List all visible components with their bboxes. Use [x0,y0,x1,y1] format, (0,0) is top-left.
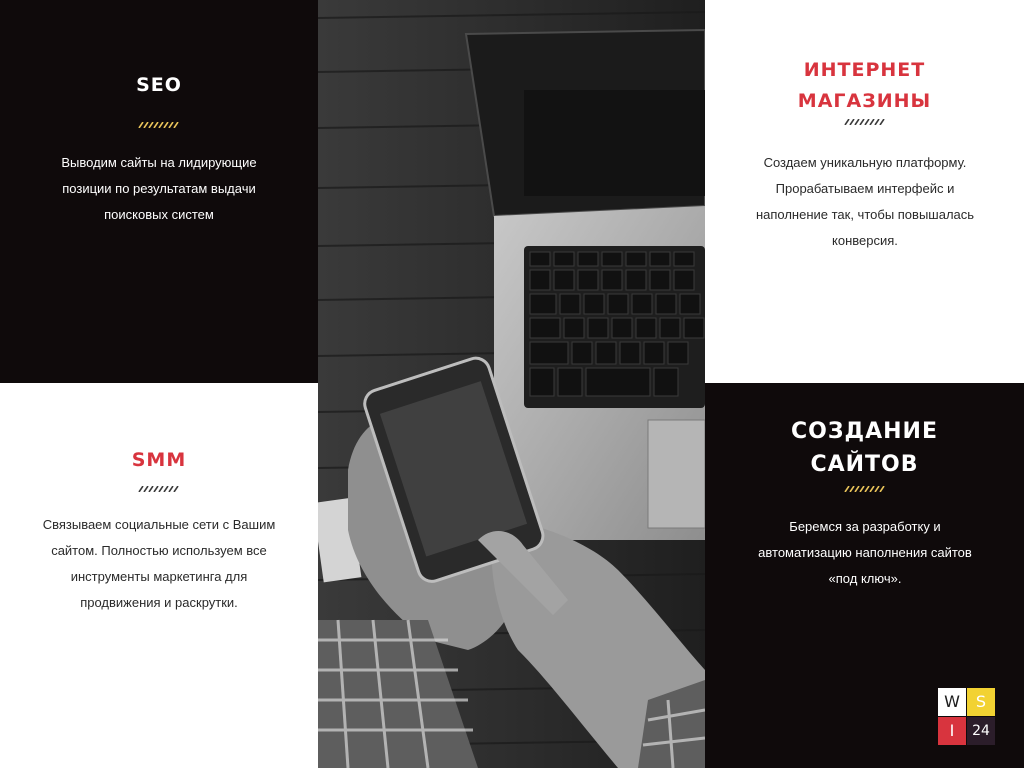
sites-title-line1: СОЗДАНИЕ [791,419,938,444]
logo-cell-i: I [938,717,966,745]
smm-title: SMM [131,449,187,471]
wsi24-logo-icon[interactable] [938,688,996,746]
shops-title [705,55,1024,117]
shops-title-line1: ИНТЕРНЕТ [803,59,926,81]
logo-cell-w: W [938,688,966,716]
laptop-and-phone-photo [318,0,705,768]
logo-cell-24: 24 [967,717,995,745]
seo-title: SEO [136,74,182,96]
seo-panel [0,0,318,383]
shops-divider-icon [844,119,886,125]
shops-title-line2: МАГАЗИНЫ [797,90,932,112]
seo-description: Выводим сайты на лидирующие позиции по результатам выдачи поисковых систем [61,155,257,222]
sites-title [705,415,1024,481]
smm-panel [0,383,318,768]
smm-description: Связываем социальные сети с Вашим сайтом. Полностью используем все инструменты маркетинга для продвижения и раскрутки. [42,517,276,610]
shops-description: Создаем уникальную платформу. Прорабатываем интерфейс и наполнение так, чтобы повышалась конверсия. [755,155,975,248]
sites-description: Беремся за разработку и автоматизацию наполнения сайтов «под ключ». [758,519,972,586]
sites-divider-icon [844,486,886,492]
seo-divider-icon [138,122,180,128]
sites-title-line2: САЙТОВ [810,452,919,477]
shops-panel [705,0,1024,383]
smm-divider-icon [138,486,180,492]
logo-cell-s: S [967,688,995,716]
